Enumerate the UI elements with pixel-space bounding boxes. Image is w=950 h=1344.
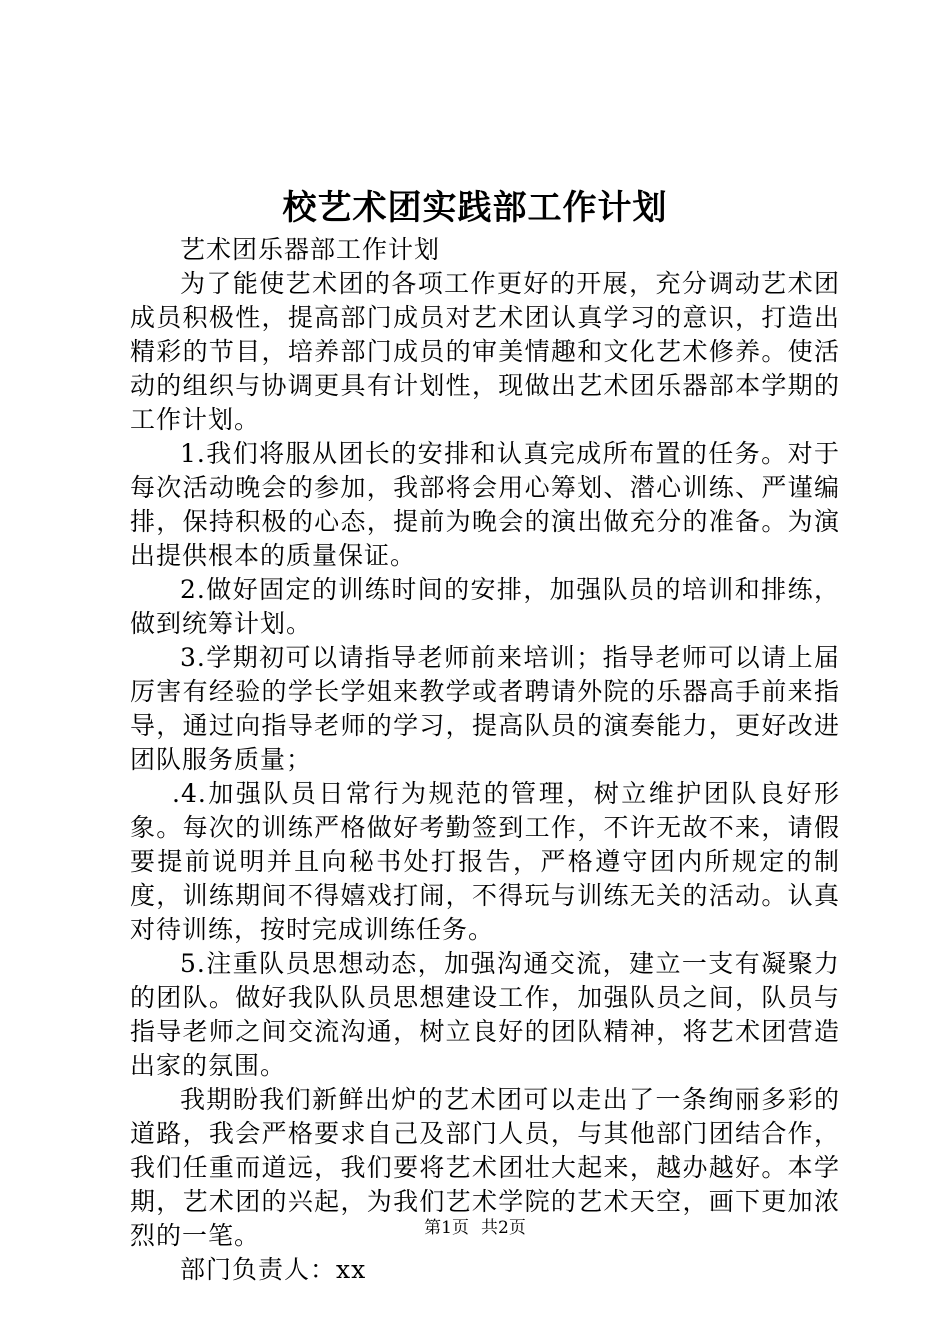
closing-paragraph: 我期盼我们新鲜出炉的艺术团可以走出了一条绚丽多彩的道路，我会严格要求自己及部门人员，与其他部门团结合作，我们任重而道远，我们要将艺术团壮大起来，越办越好。本学期，艺术团的兴起，为我们艺术学院的艺术天空，画下更加浓烈的一笔。 <box>130 1085 840 1250</box>
page-number-total: 共2页 <box>481 1218 526 1238</box>
item-4-paragraph: .4.加强队员日常行为规范的管理，树立维护团队良好形象。每次的训练严格做好考勤签到工作，不许无故不来，请假要提前说明并且向秘书处打报告，严格遵守团内所规定的制度，训练期间不得嬉戏打闹，不得玩与训练无关的活动。认真对待训练，按时完成训练任务。 <box>130 779 840 944</box>
intro-paragraph: 为了能使艺术团的各项工作更好的开展，充分调动艺术团成员积极性，提高部门成员对艺术团认真学习的意识，打造出精彩的节目，培养部门成员的审美情趣和文化艺术修养。使活动的组织与协调更具有计划性，现做出艺术团乐器部本学期的工作计划。 <box>130 269 840 434</box>
page-footer <box>0 1217 950 1239</box>
subtitle-paragraph: 艺术团乐器部工作计划 <box>180 235 441 264</box>
item-2-paragraph: 2.做好固定的训练时间的安排，加强队员的培训和排练，做到统筹计划。 <box>130 575 840 638</box>
document-body <box>130 233 840 1287</box>
item-3-paragraph: 3.学期初可以请指导老师前来培训；指导老师可以请上届厉害有经验的学长学姐来教学或者聘请外院的乐器高手前来指导，通过向指导老师的学习，提高队员的演奏能力，更好改进团队服务质量； <box>130 643 840 774</box>
document-title: 校艺术团实践部工作计划 <box>282 188 668 228</box>
item-1-paragraph: 1.我们将服从团长的安排和认真完成所布置的任务。对于每次活动晚会的参加，我部将会用心筹划、潜心训练、严谨编排，保持积极的心态，提前为晚会的演出做充分的准备。为演出提供根本的质量保证。 <box>130 439 840 570</box>
signature-line: 部门负责人：xx <box>180 1255 367 1284</box>
item-5-paragraph: 5.注重队员思想动态，加强沟通交流，建立一支有凝聚力的团队。做好我队队员思想建设工作，加强队员之间，队员与指导老师之间交流沟通，树立良好的团队精神，将艺术团营造出家的氛围。 <box>130 949 840 1080</box>
page-number-current: 第1页 <box>424 1218 469 1238</box>
